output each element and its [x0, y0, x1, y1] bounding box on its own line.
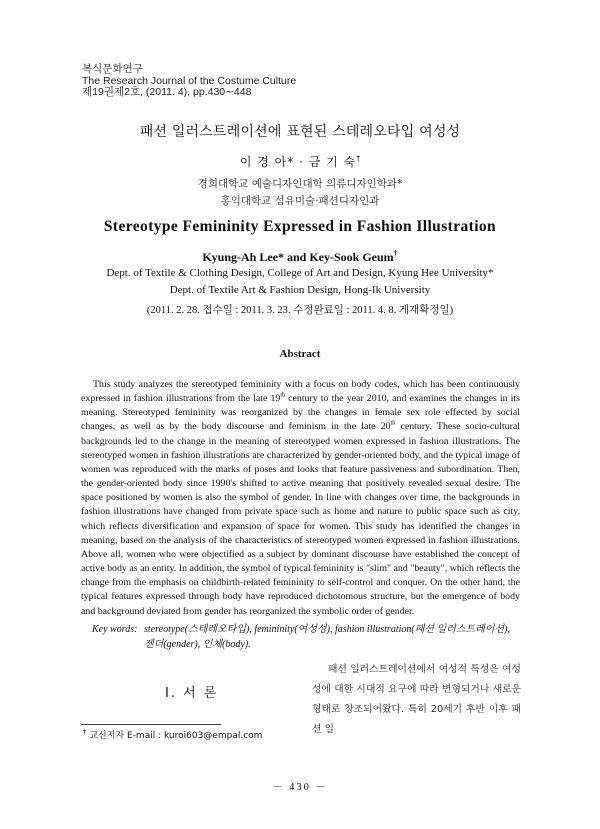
journal-header [82, 64, 296, 99]
footnote-text: 교신저자 E-mail : kuroi603@empal.com [86, 731, 263, 741]
paper-title-en: Stereotype Femininity Expressed in Fashion Illustration [103, 218, 497, 235]
authors-kr [0, 153, 600, 170]
author1-kr: 이 경 아* [239, 155, 295, 169]
abstract-part-3: century. These socio-cultural backgrounds led to the change in the meaning of stereotyped women expressed in fashion illustrations. The stereotyped women in fashion illustrations are characterized by gender-oriented body, and the typical image of women was reproduced with the marks of poses and looks that feature passiveness and subordination. Then, the gender-oriented body since 1990's shifted to active meaning that positively revealed sexual desire. The space positioned by women is also the symbol of gender. In line with changes over time, the backgrounds in fashion illustrations have changed from private space such as home and nature to public space such as city, which reflects diversification and expansion of space for women. This study has identified the changes in meaning, based on the analysis of the characteristics of stereotyped women expressed in fashion illustrations. Above all, women who were objectified as a subject by dominant discourse have established the concept of active body as an entity. In addition, the symbol of typical femininity is "slim" and "beauty", which reflects the change from the emphasis on childbirth-related femininity to self-control and conquer. On the other hand, the typical features expressed through body have reproduced dichotomous structure, but the emergence of body and background deviated from gender has reorganized the symbolic order of gender. [81, 421, 520, 617]
superscript-th-1: th [280, 392, 286, 399]
keywords-text: stereotype(스테레오타입), femininity(여성성), fashion illustration(패션 일러스트레이션), 젠더(gender), 인체(body). [144, 624, 510, 650]
affiliation-kr-1: 경희대학교 예술디자인대학 의류디자인학과* [197, 178, 403, 190]
corresponding-mark: † [356, 154, 361, 163]
keywords-label: Key words: [92, 624, 138, 635]
superscript-th-2: th [390, 421, 396, 428]
abstract-body [81, 378, 520, 619]
affiliation-en-2: Dept. of Textile Art & Fashion Design, Hong-Ik University [169, 284, 431, 296]
section-heading-introduction: Ⅰ. 서 론 [165, 686, 219, 701]
journal-name-en: The Research Journal of the Costume Culture [82, 74, 297, 87]
paper-title-kr: 패션 일러스트레이션에 표현된 스테레오타입 여성성 [139, 124, 461, 140]
author2-kr: 금 기 숙 [308, 155, 357, 169]
footnote-divider [81, 724, 221, 725]
footnote [83, 728, 262, 741]
page-number: － 430 － [272, 782, 328, 793]
abstract-heading: Abstract [279, 348, 321, 360]
submission-dates: (2011. 2. 28. 접수일 : 2011. 3. 23. 수정완료일 : 2011. 4. 8. 게재확정일) [146, 305, 454, 316]
journal-name-kr: 복식문화연구 [82, 63, 143, 75]
abstract-part-2: century to the year 2010, and examines the changes in its meaning. Stereotyped femininity was reorganized by the changes in female sex role effected by social changes, as well as by the body discourse and feminism in the late 20 [81, 393, 520, 433]
affiliation-kr-2: 홍익대학교 섬유미술·패션디자인과 [220, 195, 380, 207]
authors-en [0, 249, 600, 265]
keywords [92, 622, 520, 652]
authors-en-text: Kyung-Ah Lee* and Key-Sook Geum [202, 250, 394, 264]
abstract-part-1: This study analyzes the stereotyped femininity with a focus on body codes, which has been continuously expressed in fashion illustrations from the late 19 [81, 379, 520, 405]
footnote-mark: † [83, 728, 87, 736]
journal-volume-info: 제19권제2호, (2011. 4), pp.430∼448 [82, 86, 252, 98]
author-separator: · [299, 155, 304, 169]
introduction-text: 패션 일러스트레이션에서 여성적 특성은 여성성에 대한 시대적 요구에 따라 변형되거나 새로운 형태로 창조되어왔다. 특히 20세기 후반 이후 패션 일 [312, 664, 521, 735]
affiliation-en-1: Dept. of Textile & Clothing Design, College of Art and Design, Kyung Hee University* [106, 267, 494, 279]
corresponding-mark-en: † [393, 249, 398, 258]
